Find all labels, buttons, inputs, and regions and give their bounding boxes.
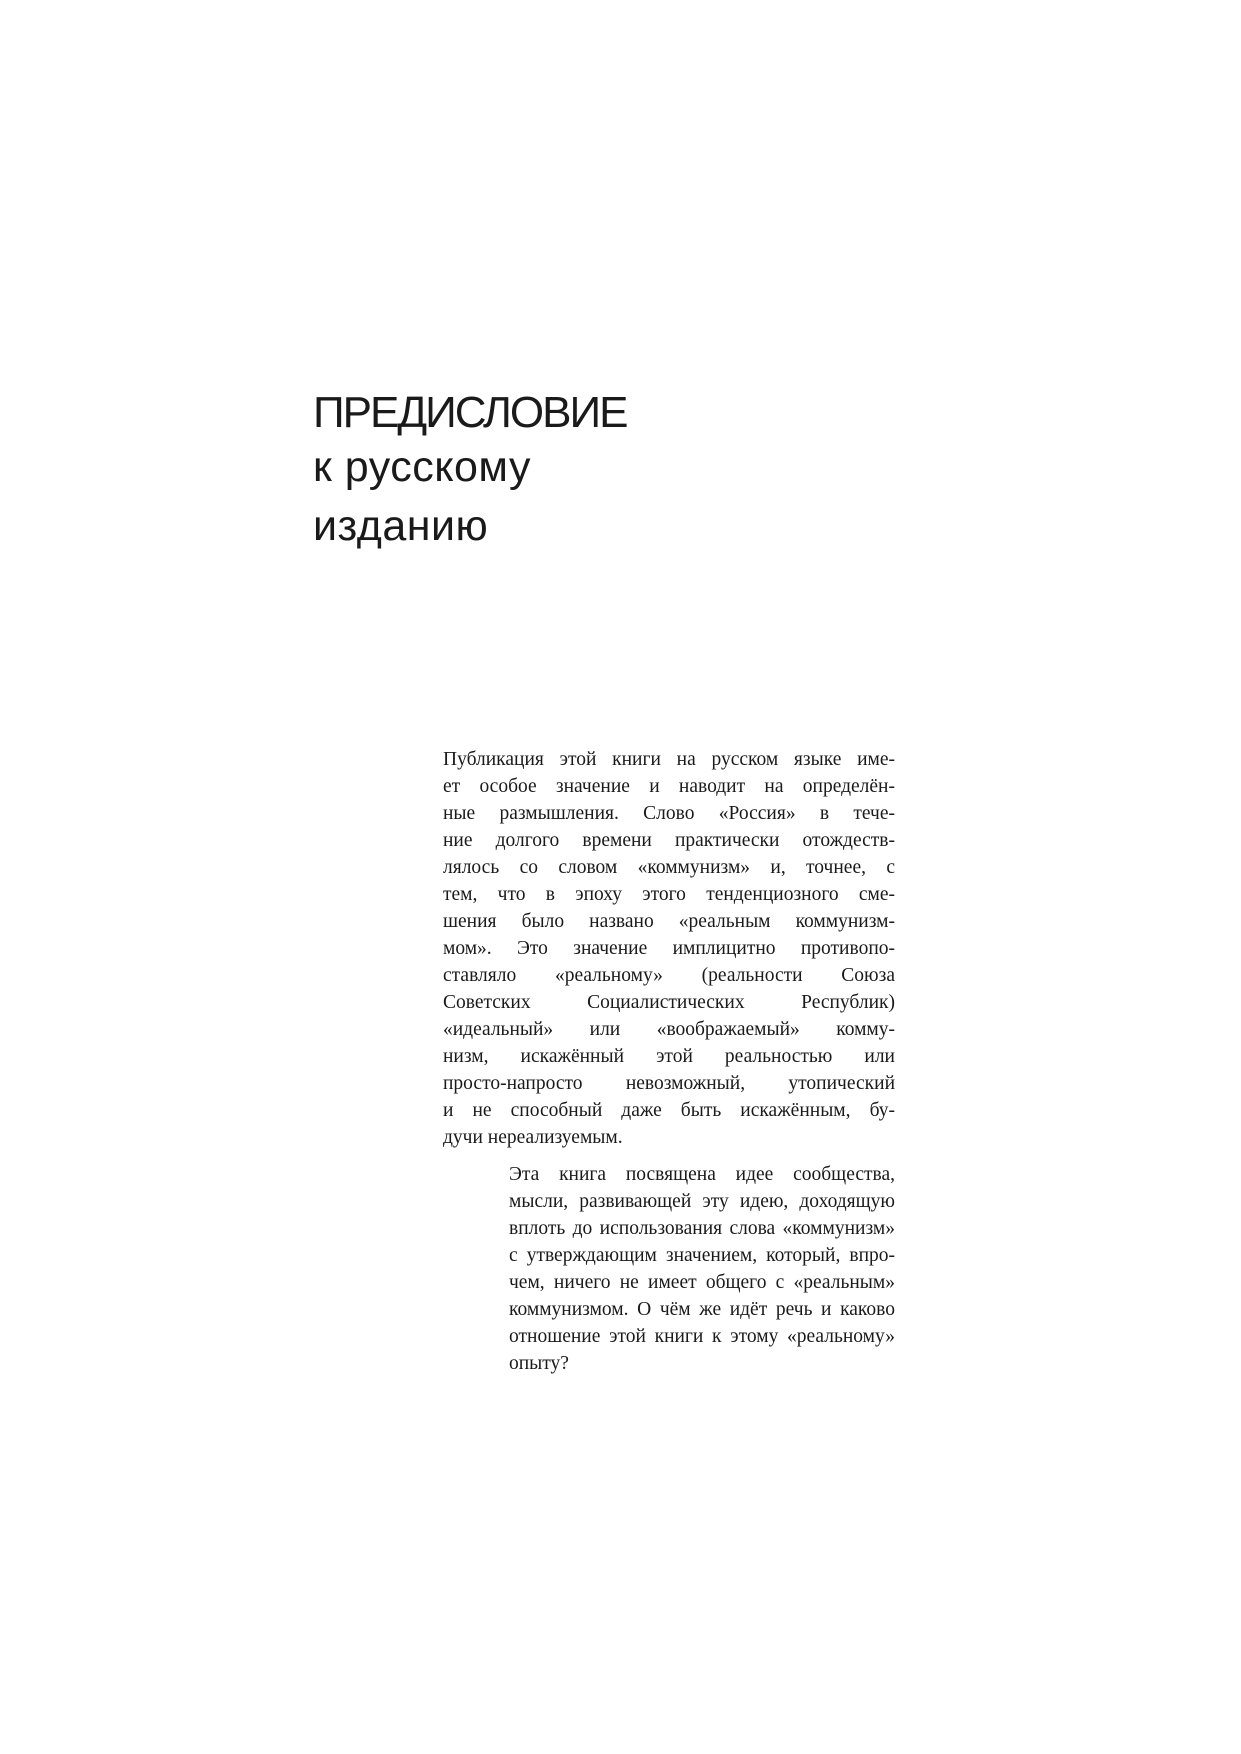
text-line: лялось со словом «коммунизм» и, точнее, с — [443, 857, 895, 878]
body-text — [443, 746, 895, 1377]
text-line: мом». Это значение имплицитно противопо- — [443, 938, 895, 959]
paragraph-2 — [443, 1161, 895, 1377]
text-line: с утверждающим значением, который, впро- — [509, 1245, 895, 1266]
text-line: Эта книга посвящена идее сообщества, — [509, 1164, 895, 1185]
text-line: Публикация этой книги на русском языке име- — [443, 749, 895, 770]
text-line: отношение этой книги к этому «реальному» — [509, 1326, 895, 1347]
text-line: опыту? — [509, 1353, 569, 1374]
heading-main: ПРЕДИСЛОВИЕ — [313, 388, 627, 437]
text-line: Советских Социалистических Республик) — [443, 992, 895, 1013]
text-line: ставляло «реальному» (реальности Союза — [443, 965, 895, 986]
text-line: ные размышления. Слово «Россия» в тече- — [443, 803, 895, 824]
text-line: мысли, развивающей эту идею, доходящую — [509, 1191, 895, 1212]
paragraph-1 — [443, 746, 895, 1151]
text-line: низм, искажённый этой реальностью или — [443, 1046, 895, 1067]
chapter-heading — [313, 388, 626, 556]
heading-line-3: изданию — [313, 502, 489, 550]
text-line: ет особое значение и наводит на определён- — [443, 776, 895, 797]
text-line: просто-напросто невозможный, утопический — [443, 1073, 895, 1094]
heading-line-2: к русскому — [313, 443, 531, 491]
text-line: шения было названо «реальным коммунизм- — [443, 911, 895, 932]
text-line: вплоть до использования слова «коммунизм» — [509, 1218, 895, 1239]
text-line: и не способный даже быть искажённым, бу- — [443, 1100, 895, 1121]
text-line: чем, ничего не имеет общего с «реальным» — [509, 1272, 895, 1293]
text-line: тем, что в эпоху этого тенденциозного сме- — [443, 884, 895, 905]
text-line: ние долгого времени практически отождеств- — [443, 830, 895, 851]
text-line: дучи нереализуемым. — [443, 1127, 623, 1148]
text-line: «идеальный» или «воображаемый» комму- — [443, 1019, 895, 1040]
text-line: коммунизмом. О чём же идёт речь и каково — [509, 1299, 895, 1320]
